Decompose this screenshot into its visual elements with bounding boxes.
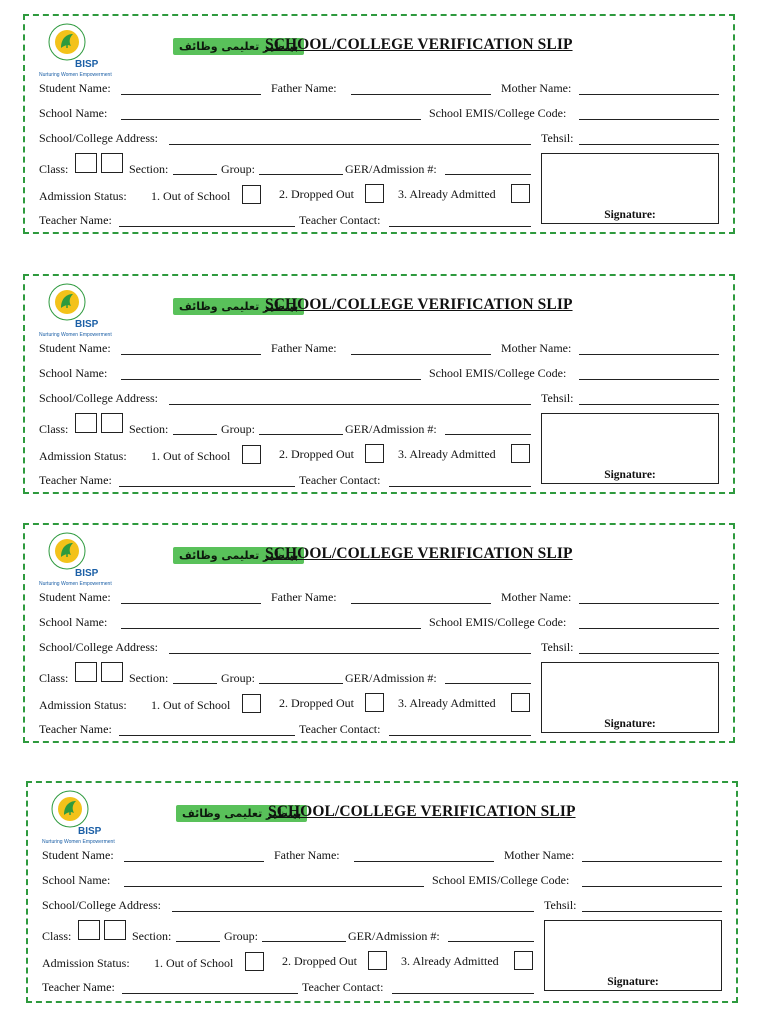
father-name-label: Father Name: — [271, 341, 337, 355]
father-name-label: Father Name: — [271, 81, 337, 95]
address-label: School/College Address: — [42, 898, 161, 912]
school-name-field[interactable] — [124, 886, 424, 887]
student-name-field[interactable] — [121, 603, 261, 604]
ger-admission-label: GER/Admission #: — [345, 162, 437, 176]
out-of-school-checkbox[interactable] — [242, 445, 261, 464]
dropped-out-label: 2. Dropped Out — [282, 954, 357, 968]
address-label: School/College Address: — [39, 391, 158, 405]
mother-name-field[interactable] — [579, 354, 719, 355]
bisp-logo-icon — [40, 789, 120, 847]
father-name-label: Father Name: — [274, 848, 340, 862]
address-field[interactable] — [169, 144, 531, 145]
section-field[interactable] — [173, 683, 217, 684]
group-label: Group: — [224, 929, 258, 943]
group-field[interactable] — [259, 174, 343, 175]
mother-name-label: Mother Name: — [504, 848, 575, 862]
tehsil-label: Tehsil: — [541, 391, 574, 405]
tehsil-field[interactable] — [579, 653, 719, 654]
address-field[interactable] — [169, 404, 531, 405]
teacher-name-field[interactable] — [119, 486, 295, 487]
student-name-label: Student Name: — [39, 81, 111, 95]
tehsil-label: Tehsil: — [544, 898, 577, 912]
tehsil-field[interactable] — [579, 144, 719, 145]
father-name-field[interactable] — [354, 861, 494, 862]
logo-text: BISP — [75, 319, 99, 330]
dropped-out-label: 2. Dropped Out — [279, 447, 354, 461]
slip-title: SCHOOL/COLLEGE VERIFICATION SLIP — [265, 545, 573, 562]
class-box-2[interactable] — [104, 920, 126, 940]
signature-label: Signature: — [607, 976, 659, 988]
logo-tagline: Nurturing Women Empowerment — [39, 72, 112, 78]
teacher-name-label: Teacher Name: — [39, 722, 112, 736]
section-field[interactable] — [176, 941, 220, 942]
out-of-school-label: 1. Out of School — [151, 449, 231, 463]
address-label: School/College Address: — [39, 640, 158, 654]
ger-admission-field[interactable] — [448, 941, 534, 942]
mother-name-field[interactable] — [579, 603, 719, 604]
teacher-name-field[interactable] — [119, 226, 295, 227]
verification-slip-3 — [23, 523, 735, 743]
bisp-logo-icon — [37, 22, 117, 80]
signature-box[interactable] — [544, 920, 722, 991]
tehsil-label: Tehsil: — [541, 640, 574, 654]
already-admitted-checkbox[interactable] — [511, 444, 530, 463]
already-admitted-label: 3. Already Admitted — [401, 954, 499, 968]
tehsil-field[interactable] — [582, 911, 722, 912]
school-emis-field[interactable] — [579, 379, 719, 380]
urdu-banner: بینظیر تعلیمی وظائف — [173, 547, 304, 564]
logo-text: BISP — [78, 826, 102, 837]
admission-status-label: Admission Status: — [39, 449, 127, 463]
class-label: Class: — [39, 671, 69, 685]
student-name-label: Student Name: — [39, 341, 111, 355]
teacher-name-label: Teacher Name: — [39, 473, 112, 487]
school-emis-label: School EMIS/College Code: — [429, 106, 567, 120]
dropped-out-checkbox[interactable] — [368, 951, 387, 970]
student-name-label: Student Name: — [42, 848, 114, 862]
group-field[interactable] — [259, 434, 343, 435]
teacher-contact-field[interactable] — [389, 735, 531, 736]
admission-status-label: Admission Status: — [39, 189, 127, 203]
father-name-field[interactable] — [351, 94, 491, 95]
mother-name-field[interactable] — [582, 861, 722, 862]
address-label: School/College Address: — [39, 131, 158, 145]
tehsil-field[interactable] — [579, 404, 719, 405]
school-emis-label: School EMIS/College Code: — [429, 366, 567, 380]
urdu-banner: بینظیر تعلیمی وظائف — [176, 805, 307, 822]
teacher-contact-field[interactable] — [392, 993, 534, 994]
dropped-out-checkbox[interactable] — [365, 444, 384, 463]
mother-name-label: Mother Name: — [501, 590, 572, 604]
already-admitted-label: 3. Already Admitted — [398, 696, 496, 710]
father-name-field[interactable] — [351, 603, 491, 604]
class-box-2[interactable] — [101, 413, 123, 433]
verification-slip-4 — [26, 781, 738, 1003]
signature-box[interactable] — [541, 413, 719, 484]
out-of-school-checkbox[interactable] — [242, 694, 261, 713]
group-label: Group: — [221, 671, 255, 685]
teacher-contact-label: Teacher Contact: — [302, 980, 384, 994]
logo-tagline: Nurturing Women Empowerment — [39, 332, 112, 338]
urdu-banner: بینظیر تعلیمی وظائف — [173, 298, 304, 315]
teacher-contact-label: Teacher Contact: — [299, 722, 381, 736]
mother-name-label: Mother Name: — [501, 341, 572, 355]
bisp-logo-icon — [37, 531, 117, 589]
section-label: Section: — [132, 929, 172, 943]
ger-admission-field[interactable] — [445, 683, 531, 684]
section-field[interactable] — [173, 174, 217, 175]
school-emis-field[interactable] — [582, 886, 722, 887]
teacher-name-field[interactable] — [119, 735, 295, 736]
logo-tagline: Nurturing Women Empowerment — [42, 839, 115, 845]
address-field[interactable] — [172, 911, 534, 912]
student-name-field[interactable] — [121, 354, 261, 355]
school-emis-label: School EMIS/College Code: — [432, 873, 570, 887]
ger-admission-label: GER/Admission #: — [345, 422, 437, 436]
dropped-out-label: 2. Dropped Out — [279, 696, 354, 710]
section-field[interactable] — [173, 434, 217, 435]
school-name-label: School Name: — [39, 366, 108, 380]
ger-admission-field[interactable] — [445, 174, 531, 175]
father-name-field[interactable] — [351, 354, 491, 355]
out-of-school-label: 1. Out of School — [154, 956, 234, 970]
mother-name-field[interactable] — [579, 94, 719, 95]
class-box-1[interactable] — [75, 662, 97, 682]
student-name-field[interactable] — [121, 94, 261, 95]
school-name-field[interactable] — [121, 628, 421, 629]
already-admitted-label: 3. Already Admitted — [398, 447, 496, 461]
already-admitted-checkbox[interactable] — [511, 693, 530, 712]
student-name-field[interactable] — [124, 861, 264, 862]
mother-name-label: Mother Name: — [501, 81, 572, 95]
section-label: Section: — [129, 671, 169, 685]
school-emis-label: School EMIS/College Code: — [429, 615, 567, 629]
school-name-field[interactable] — [121, 119, 421, 120]
out-of-school-label: 1. Out of School — [151, 189, 231, 203]
slip-title: SCHOOL/COLLEGE VERIFICATION SLIP — [268, 803, 576, 820]
class-label: Class: — [39, 422, 69, 436]
signature-box[interactable] — [541, 153, 719, 224]
out-of-school-label: 1. Out of School — [151, 698, 231, 712]
school-name-label: School Name: — [42, 873, 111, 887]
father-name-label: Father Name: — [271, 590, 337, 604]
section-label: Section: — [129, 162, 169, 176]
tehsil-label: Tehsil: — [541, 131, 574, 145]
school-emis-field[interactable] — [579, 119, 719, 120]
class-box-1[interactable] — [75, 153, 97, 173]
admission-status-label: Admission Status: — [39, 698, 127, 712]
group-label: Group: — [221, 422, 255, 436]
already-admitted-label: 3. Already Admitted — [398, 187, 496, 201]
teacher-name-label: Teacher Name: — [39, 213, 112, 227]
logo-tagline: Nurturing Women Empowerment — [39, 581, 112, 587]
school-emis-field[interactable] — [579, 628, 719, 629]
signature-label: Signature: — [604, 469, 656, 481]
teacher-contact-field[interactable] — [389, 486, 531, 487]
school-name-field[interactable] — [121, 379, 421, 380]
ger-admission-label: GER/Admission #: — [345, 671, 437, 685]
bisp-logo-icon — [37, 282, 117, 340]
already-admitted-checkbox[interactable] — [511, 184, 530, 203]
class-box-2[interactable] — [101, 662, 123, 682]
signature-box[interactable] — [541, 662, 719, 733]
teacher-name-label: Teacher Name: — [42, 980, 115, 994]
logo-text: BISP — [75, 59, 99, 70]
student-name-label: Student Name: — [39, 590, 111, 604]
ger-admission-label: GER/Admission #: — [348, 929, 440, 943]
urdu-banner: بینظیر تعلیمی وظائف — [173, 38, 304, 55]
teacher-contact-field[interactable] — [389, 226, 531, 227]
signature-label: Signature: — [604, 718, 656, 730]
ger-admission-field[interactable] — [445, 434, 531, 435]
already-admitted-checkbox[interactable] — [514, 951, 533, 970]
teacher-contact-label: Teacher Contact: — [299, 213, 381, 227]
out-of-school-checkbox[interactable] — [242, 185, 261, 204]
class-box-1[interactable] — [78, 920, 100, 940]
out-of-school-checkbox[interactable] — [245, 952, 264, 971]
group-label: Group: — [221, 162, 255, 176]
logo-text: BISP — [75, 568, 99, 579]
slip-title: SCHOOL/COLLEGE VERIFICATION SLIP — [265, 36, 573, 53]
teacher-contact-label: Teacher Contact: — [299, 473, 381, 487]
class-box-1[interactable] — [75, 413, 97, 433]
signature-label: Signature: — [604, 209, 656, 221]
verification-slip-2 — [23, 274, 735, 494]
dropped-out-label: 2. Dropped Out — [279, 187, 354, 201]
class-label: Class: — [42, 929, 72, 943]
admission-status-label: Admission Status: — [42, 956, 130, 970]
slip-title: SCHOOL/COLLEGE VERIFICATION SLIP — [265, 296, 573, 313]
group-field[interactable] — [262, 941, 346, 942]
group-field[interactable] — [259, 683, 343, 684]
dropped-out-checkbox[interactable] — [365, 693, 384, 712]
section-label: Section: — [129, 422, 169, 436]
class-label: Class: — [39, 162, 69, 176]
address-field[interactable] — [169, 653, 531, 654]
dropped-out-checkbox[interactable] — [365, 184, 384, 203]
school-name-label: School Name: — [39, 106, 108, 120]
teacher-name-field[interactable] — [122, 993, 298, 994]
verification-slip-1 — [23, 14, 735, 234]
class-box-2[interactable] — [101, 153, 123, 173]
school-name-label: School Name: — [39, 615, 108, 629]
